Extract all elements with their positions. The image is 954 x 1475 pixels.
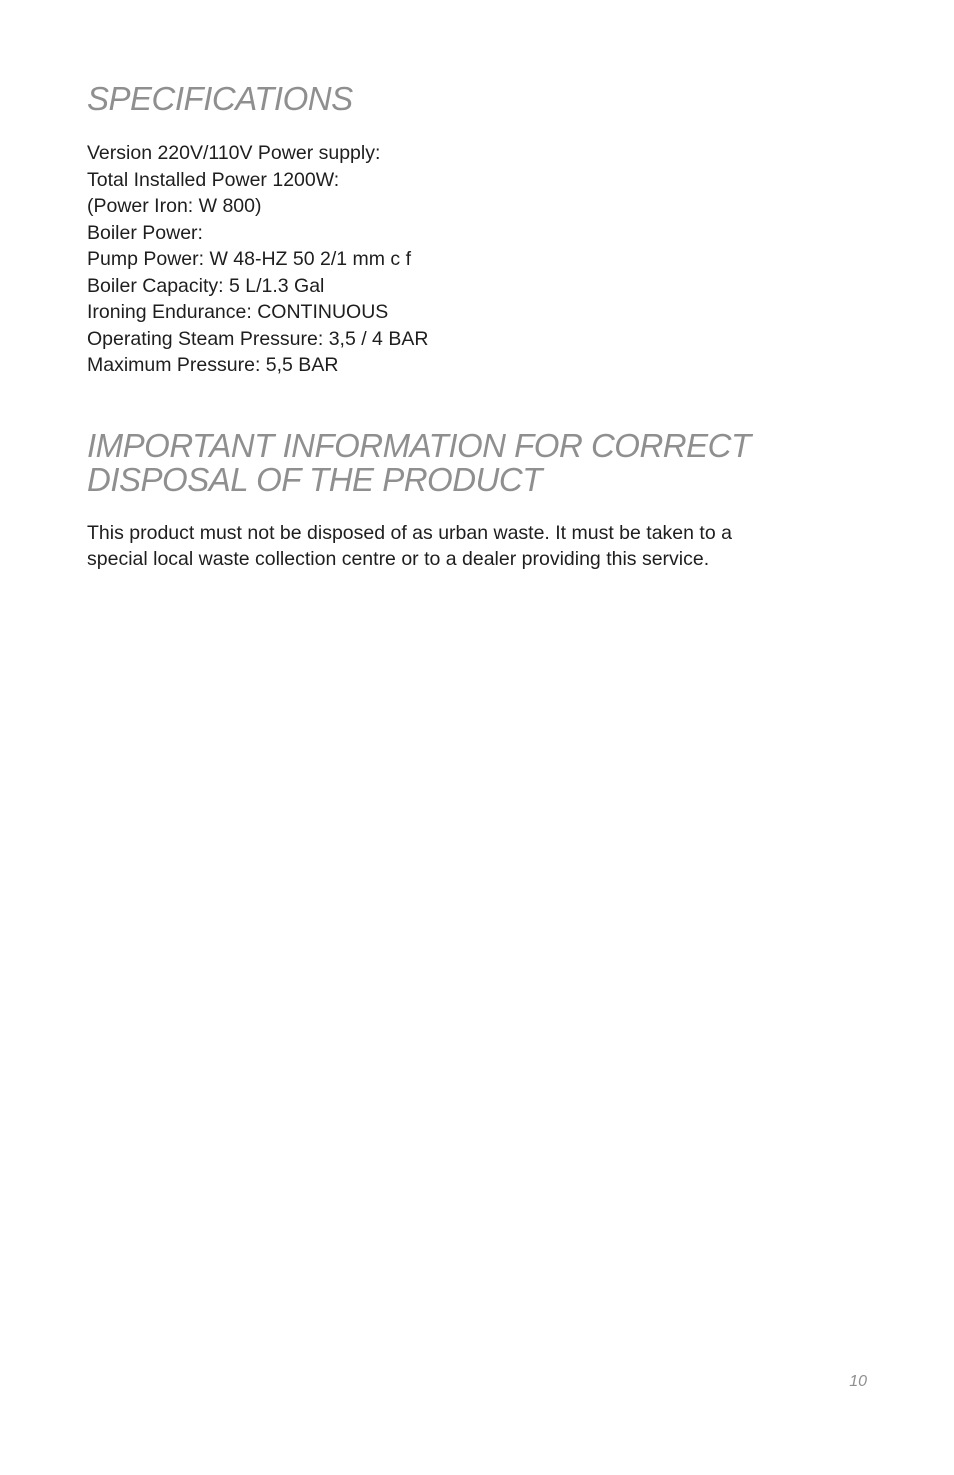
spec-item-ironing-endurance: Ironing Endurance: CONTINUOUS — [87, 301, 389, 323]
page-number: 10 — [849, 1373, 867, 1390]
spec-item-power-supply: Version 220V/110V Power supply: — [87, 142, 381, 164]
spec-item-steam-pressure: Operating Steam Pressure: 3,5 / 4 BAR — [87, 327, 429, 350]
spec-item-iron-power: (Power Iron: W 800) — [87, 195, 262, 217]
disposal-paragraph-line-2: special local waste collection centre or to a dealer providing this service. — [87, 548, 710, 570]
specifications-list — [87, 140, 428, 379]
disposal-paragraph-line-1: This product must not be disposed of as urban waste. It must be taken to a — [87, 522, 732, 544]
disposal-heading-line-2: DISPOSAL OF THE PRODUCT — [87, 461, 542, 498]
spec-item-max-pressure: Maximum Pressure: 5,5 BAR — [87, 354, 339, 376]
spec-item-boiler-power: Boiler Power: — [87, 221, 203, 244]
spec-item-pump-power: Pump Power: W 48-HZ 50 2/1 mm c f — [87, 248, 412, 270]
disposal-heading — [87, 429, 751, 497]
spec-item-total-power: Total Installed Power 1200W: — [87, 168, 340, 191]
spec-item-boiler-capacity: Boiler Capacity: 5 L/1.3 Gal — [87, 274, 325, 297]
disposal-heading-line-1: IMPORTANT INFORMATION FOR CORRECT — [87, 427, 751, 464]
specifications-heading: SPECIFICATIONS — [87, 80, 353, 117]
disposal-paragraph — [87, 520, 827, 572]
